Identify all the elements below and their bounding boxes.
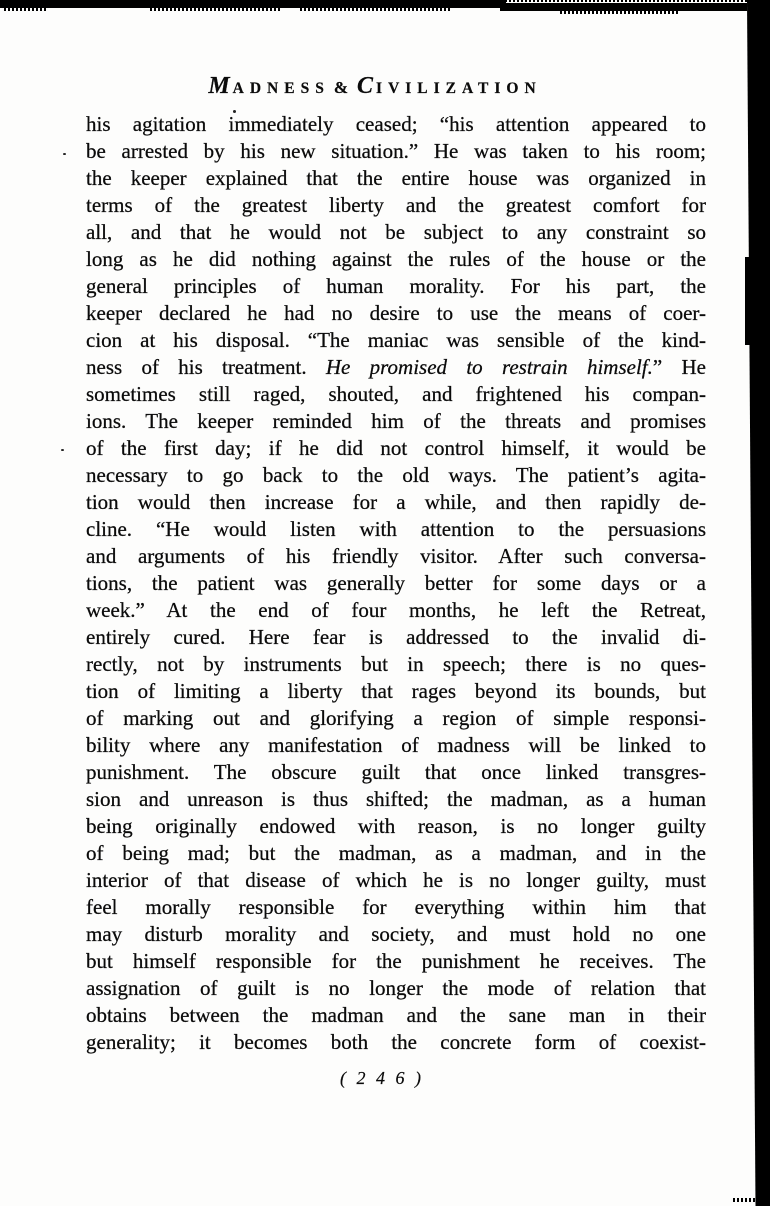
scan-noise-dashes	[505, 0, 747, 2]
text-line	[86, 408, 706, 435]
text-line	[86, 786, 706, 813]
text-segment: necessary to go back to the old ways. The patient’s agita-	[86, 463, 706, 487]
text-segment: obtains between the madman and the sane man in their	[86, 1003, 706, 1027]
text-line	[86, 327, 706, 354]
text-line	[86, 489, 706, 516]
text-line	[86, 354, 706, 381]
text-segment: but himself responsible for the punishment he receives. The	[86, 949, 706, 973]
text-line	[86, 759, 706, 786]
text-segment: of marking out and glorifying a region of simple responsi-	[86, 706, 706, 730]
text-segment: long as he did nothing against the rules of the house or the	[86, 247, 706, 271]
text-line	[86, 300, 706, 327]
text-line	[86, 894, 706, 921]
text-segment: sion and unreason is thus shifted; the madman, as a human	[86, 787, 706, 811]
text-segment: general principles of human morality. For his part, the	[86, 274, 706, 298]
text-segment: may disturb morality and society, and must hold no one	[86, 922, 706, 946]
text-segment: feel morally responsible for everything within him that	[86, 895, 706, 919]
text-line	[86, 381, 706, 408]
text-line	[86, 435, 706, 462]
text-segment: all, and that he would not be subject to any constraint so	[86, 220, 706, 244]
text-line	[86, 867, 706, 894]
text-line	[86, 516, 706, 543]
text-segment: assignation of guilt is no longer the mode of relation that	[86, 976, 706, 1000]
text-segment: ” He	[652, 355, 706, 379]
text-segment: terms of the greatest liberty and the greatest comfort for	[86, 193, 706, 217]
page-number: ( 2 4 6 )	[340, 1068, 424, 1088]
text-segment: of being mad; but the madman, as a madman, and in the	[86, 841, 706, 865]
text-segment: interior of that disease of which he is no longer guilty, must	[86, 868, 706, 892]
text-segment: cion at his disposal. “The maniac was sensible of the kind-	[86, 328, 706, 352]
text-segment: punishment. The obscure guilt that once linked transgres-	[86, 760, 706, 784]
text-segment: sometimes still raged, shouted, and frightened his compan-	[86, 382, 706, 406]
text-line	[86, 543, 706, 570]
text-segment: being originally endowed with reason, is no longer guilty	[86, 814, 706, 838]
text-segment: ness of his treatment.	[86, 355, 326, 379]
text-segment: tions, the patient was generally better for some days or a	[86, 571, 706, 595]
text-line	[86, 219, 706, 246]
scan-edge-top-artifact	[0, 0, 506, 8]
text-line	[86, 165, 706, 192]
text-segment: tion would then increase for a while, and then rapidly de-	[86, 490, 706, 514]
text-line	[86, 111, 706, 138]
text-line	[86, 705, 706, 732]
scan-edge-right-artifact	[745, 0, 770, 1206]
text-segment: ions. The keeper reminded him of the threats and promises	[86, 409, 706, 433]
text-line	[86, 138, 706, 165]
scan-noise-dashes	[300, 8, 450, 11]
scan-noise-dashes	[150, 8, 280, 11]
scan-noise-dashes	[4, 8, 48, 11]
text-line	[86, 975, 706, 1002]
text-line	[86, 1002, 706, 1029]
text-line	[86, 732, 706, 759]
running-head-initial-c: C	[357, 73, 377, 99]
running-head-word2-rest: IVILIZATION	[376, 80, 542, 97]
text-line	[86, 273, 706, 300]
text-segment: of the first day; if he did not control himself, it would be	[86, 436, 706, 460]
scan-edge-right-artifact	[745, 257, 751, 345]
body-text-block	[86, 111, 706, 1056]
text-segment-italic: He promised to restrain himself.	[325, 355, 653, 379]
scan-edge-top-artifact	[500, 3, 747, 11]
text-segment: keeper declared he had no desire to use the means of coer-	[86, 301, 706, 325]
text-line	[86, 678, 706, 705]
text-segment: week.” At the end of four months, he left the Retreat,	[86, 598, 706, 622]
text-segment: be arrested by his new situation.” He was taken to his room;	[86, 139, 706, 163]
text-segment: the keeper explained that the entire house was organized in	[86, 166, 706, 190]
text-line	[86, 624, 706, 651]
running-head-initial-m: M	[208, 73, 233, 99]
text-line	[86, 813, 706, 840]
running-head-ampersand: &	[333, 78, 349, 97]
text-line	[86, 948, 706, 975]
text-segment: his agitation immediately ceased; “his attention appeared to	[86, 112, 706, 136]
text-line	[86, 1029, 706, 1056]
text-segment: cline. “He would listen with attention to the persuasions	[86, 517, 706, 541]
text-segment: entirely cured. Here fear is addressed to the invalid di-	[86, 625, 706, 649]
scan-noise-dashes	[560, 11, 680, 14]
text-line	[86, 597, 706, 624]
running-head	[65, 73, 685, 100]
text-line	[86, 840, 706, 867]
text-line	[86, 651, 706, 678]
text-segment: tion of limiting a liberty that rages beyond its bounds, but	[86, 679, 706, 703]
scan-noise-dashes	[733, 1198, 755, 1202]
text-line	[86, 462, 706, 489]
text-line	[86, 246, 706, 273]
text-segment: rectly, not by instruments but in speech; there is no ques-	[86, 652, 706, 676]
text-segment: generality; it becomes both the concrete form of coexist-	[86, 1030, 706, 1054]
text-line	[86, 921, 706, 948]
text-line	[86, 192, 706, 219]
scan-speck	[63, 153, 66, 155]
running-head-word1-rest: ADNESS	[232, 80, 330, 97]
text-segment: bility where any manifestation of madness will be linked to	[86, 733, 706, 757]
scan-speck	[61, 449, 64, 451]
text-line	[86, 570, 706, 597]
text-segment: and arguments of his friendly visitor. After such conversa-	[86, 544, 706, 568]
